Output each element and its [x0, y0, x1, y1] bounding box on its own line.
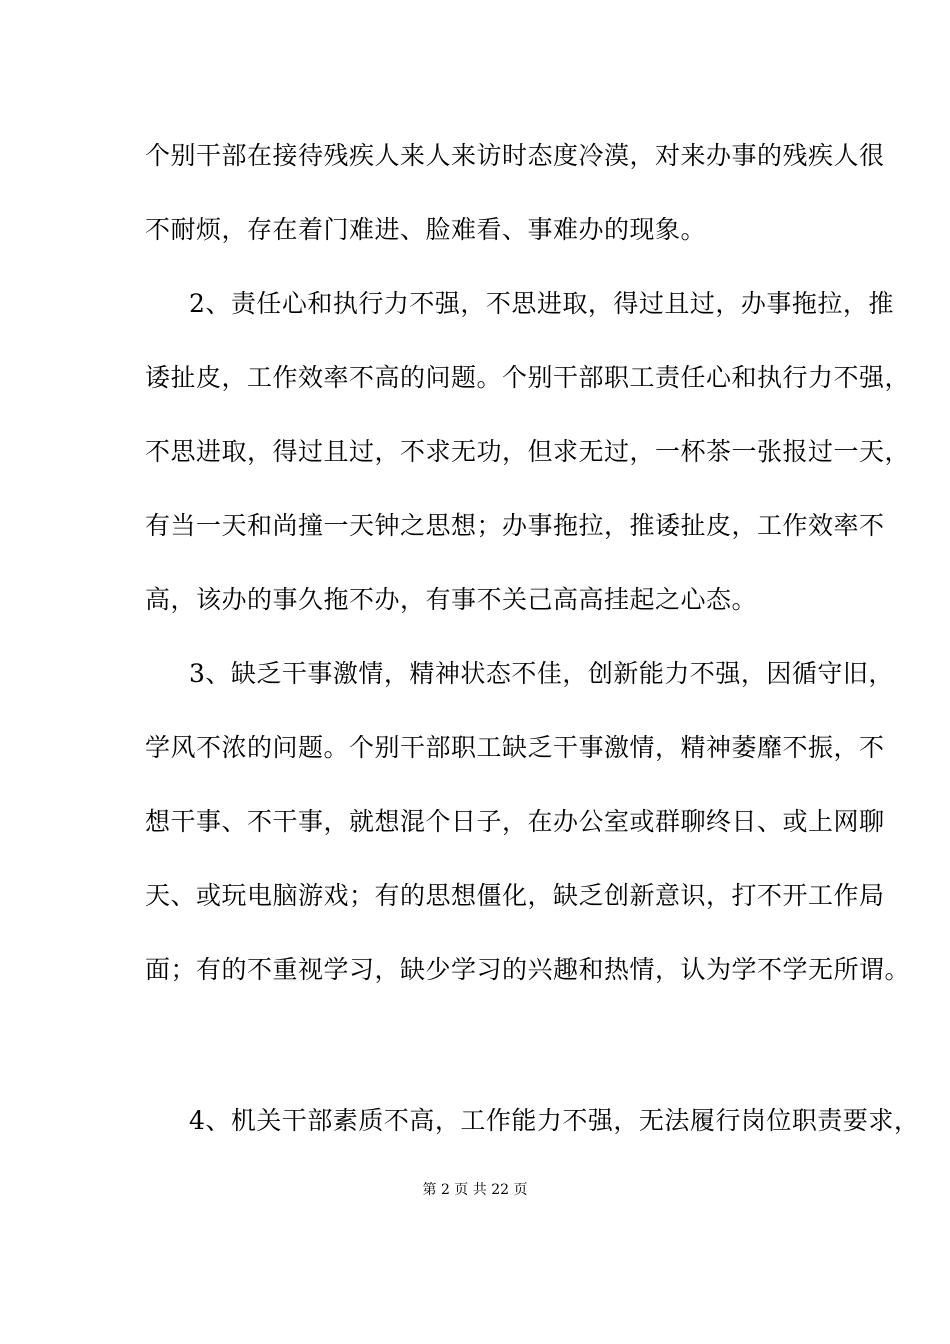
- text-line: 不耐烦，存在着门难进、脸难看、事难办的现象。: [145, 215, 707, 244]
- text-line: 个别干部在接待残疾人来人来访时态度冷漠，对来办事的残疾人很: [145, 141, 885, 170]
- text-line: 有当一天和尚撞一天钟之思想；办事拖拉，推诿扯皮，工作效率不: [145, 511, 885, 540]
- text-line: 想干事、不干事，就想混个日子，在办公室或群聊终日、或上网聊: [145, 807, 885, 836]
- text-line: 诿扯皮，工作效率不高的问题。个别干部职工责任心和执行力不强，: [145, 363, 911, 392]
- paragraph-4-start: 4、机关干部素质不高，工作能力不强，无法履行岗位职责要求，: [189, 1106, 920, 1135]
- text-line: 天、或玩电脑游戏；有的思想僵化，缺乏创新意识，打不开工作局: [145, 881, 885, 910]
- text-line: 不思进取，得过且过，不求无功，但求无过，一杯茶一张报过一天，: [145, 437, 911, 466]
- paragraph-2-start: 2、责任心和执行力不强，不思进取，得过且过，办事拖拉，推: [189, 289, 894, 318]
- text-line: 高，该办的事久拖不办，有事不关己高高挂起之心态。: [145, 585, 758, 614]
- text-line: 面；有的不重视学习，缺少学习的兴趣和热情，认为学不学无所谓。: [145, 955, 911, 984]
- text-line: 学风不浓的问题。个别干部职工缺乏干事激情，精神萎靡不振，不: [145, 733, 885, 762]
- paragraph-3-start: 3、缺乏干事激情，精神状态不佳，创新能力不强，因循守旧，: [189, 659, 894, 688]
- page-number-footer: 第 2 页 共 22 页: [422, 1182, 528, 1198]
